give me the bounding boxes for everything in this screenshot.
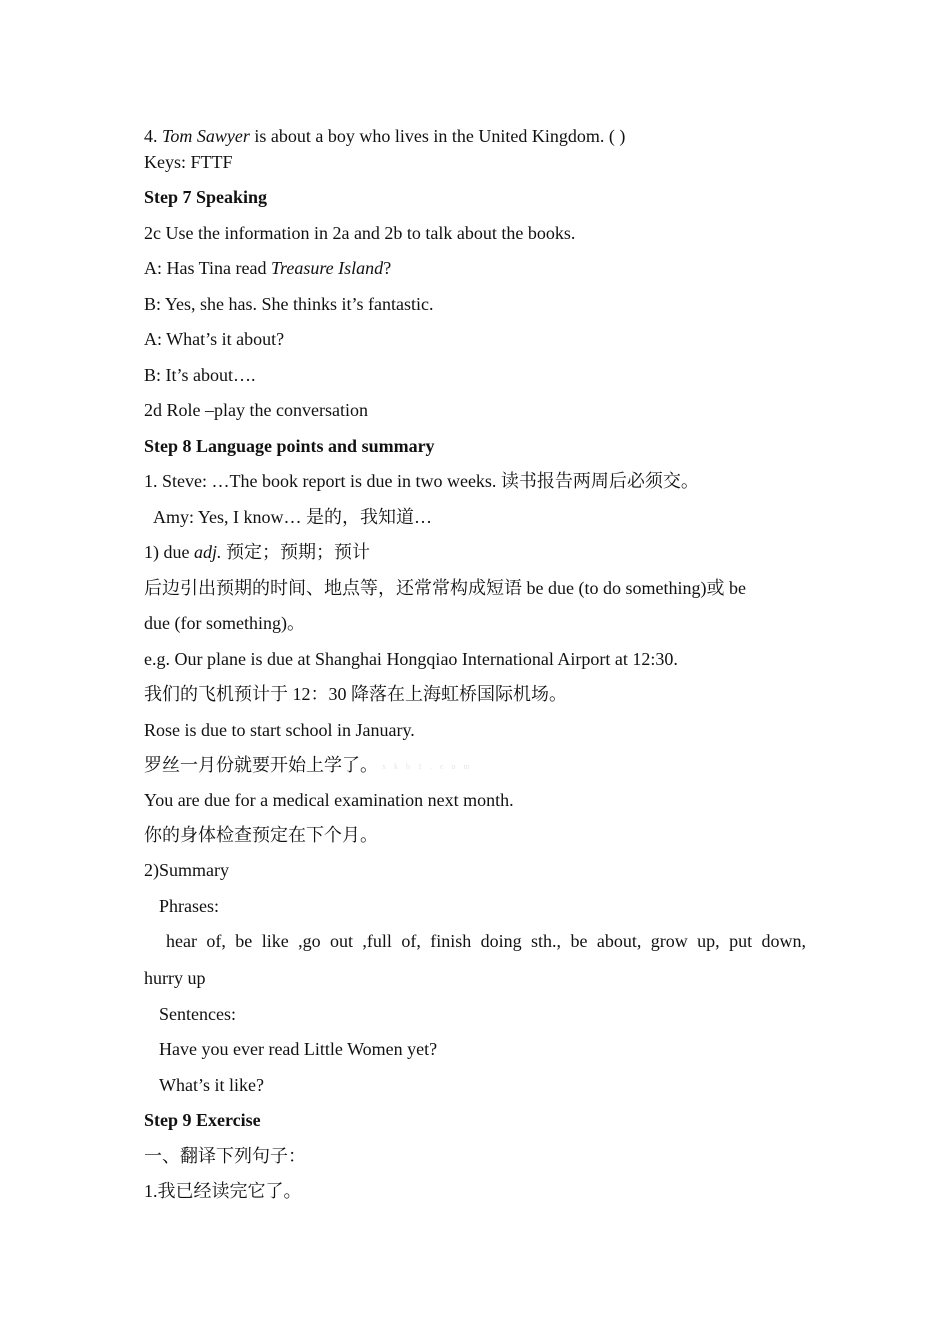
- watermark: x k b 1 . c o m: [382, 761, 473, 771]
- due-definition: [144, 540, 370, 564]
- task-2c: 2c Use the information in 2a and 2b to talk about the books.: [144, 223, 576, 243]
- step7-heading: Step 7 Speaking: [144, 187, 268, 207]
- summary-heading: 2)Summary: [144, 860, 229, 880]
- exercise-item-1: 1.我已经读完它了。: [144, 1181, 302, 1201]
- dialogue-line-4: B: It’s about….: [144, 365, 256, 385]
- sentence-1: Have you ever read Little Women yet?: [159, 1039, 438, 1059]
- phrases-label: Phrases:: [159, 896, 219, 916]
- language-point-1: 1. Steve: …The book report is due in two weeks. 读书报告两周后必须交。: [144, 471, 699, 491]
- answer-keys: Keys: FTTF: [144, 152, 233, 172]
- question-text: is about a boy who lives in the United Kingdom. ( ): [249, 126, 626, 146]
- dialogue-line-1-pre: A: Has Tina read: [144, 258, 271, 278]
- step8-heading: Step 8 Language points and summary: [144, 436, 435, 456]
- example-2: Rose is due to start school in January.: [144, 720, 415, 740]
- phrases-list: hear of, be like ,go out ,full of, finish doing sth., be about, grow up, put down,: [166, 931, 806, 951]
- question-number: 4.: [144, 126, 162, 146]
- example-2-translation-row: [144, 753, 473, 779]
- dialogue-line-1-post: ?: [383, 258, 392, 278]
- example-3-translation: 你的身体检查预定在下个月。: [144, 825, 378, 845]
- step9-heading: Step 9 Exercise: [144, 1110, 261, 1130]
- example-2-translation: 罗丝一月份就要开始上学了。: [144, 755, 378, 775]
- dialogue-line-1: [144, 256, 391, 280]
- book-title-treasure-island: Treasure Island: [271, 258, 384, 278]
- dialogue-line-3: A: What’s it about?: [144, 329, 285, 349]
- due-explanation-1: 后边引出预期的时间、地点等，还常常构成短语 be due (to do something)或 be: [144, 578, 746, 598]
- question-4: [144, 124, 625, 148]
- example-1-translation: 我们的飞机预计于 12：30 降落在上海虹桥国际机场。: [144, 684, 567, 704]
- language-point-1-reply: Amy: Yes, I know… 是的，我知道…: [153, 507, 433, 527]
- due-word: 1) due: [144, 542, 194, 562]
- part-of-speech: adj.: [193, 542, 222, 562]
- exercise-heading: 一、翻译下列句子：: [144, 1146, 306, 1166]
- example-3: You are due for a medical examination next month.: [144, 790, 514, 810]
- due-explanation-2: due (for something)。: [144, 613, 305, 633]
- book-title-tom-sawyer: Tom Sawyer: [162, 126, 250, 146]
- sentence-2: What’s it like?: [159, 1075, 264, 1095]
- phrases-list-cont: hurry up: [144, 968, 206, 988]
- task-2d: 2d Role –play the conversation: [144, 400, 368, 420]
- example-1: e.g. Our plane is due at Shanghai Hongqiao International Airport at 12:30.: [144, 649, 678, 669]
- dialogue-line-2: B: Yes, she has. She thinks it’s fantastic.: [144, 294, 434, 314]
- sentences-label: Sentences:: [159, 1004, 236, 1024]
- due-meaning: 预定；预期；预计: [221, 542, 370, 562]
